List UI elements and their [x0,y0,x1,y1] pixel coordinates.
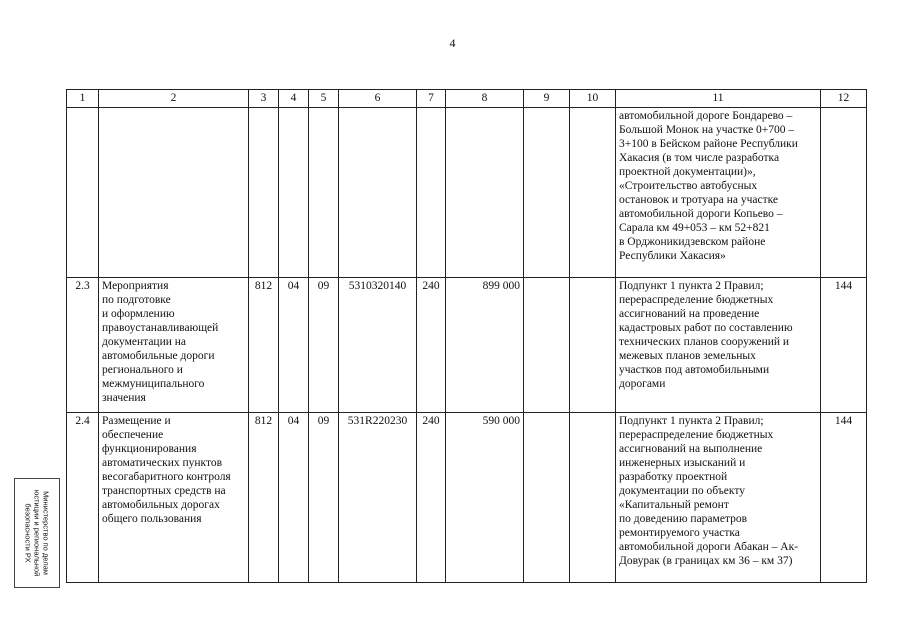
basis-text-line: межевых планов земельных [619,350,756,362]
cell-target-code: 5310320140 [339,278,417,413]
basis-text-line: «Строительство автобусных [619,180,758,192]
column-header: 11 [616,90,821,108]
basis-text-line: документации по объекту [619,485,745,497]
row-number: 2.3 [67,278,99,413]
basis-text-line: автомобильной дороги Абакан – Ак- [619,541,799,553]
basis-text-line: в Орджоникидзевском районе [619,236,766,248]
measure-name-line: Размещение и [102,415,171,427]
basis-text-line: автомобильной дороги Копьево – [619,208,783,220]
basis-text-line: разработку проектной [619,471,728,483]
basis-text-line: ассигнований на проведение [619,308,760,320]
basis-text-line: кадастровых работ по составлению [619,322,793,334]
basis-text-line: по доведению параметров [619,513,748,525]
measure-name-line: автомобильных дорогах [102,499,220,511]
cell-col-10 [570,108,616,278]
row-number: 2.4 [67,413,99,583]
basis-text-line: остановок и тротуара на участке [619,194,779,206]
basis-text [616,413,821,583]
measure-name-line: функционирования [102,443,197,455]
cell-code-3: 812 [249,278,279,413]
column-header: 9 [524,90,570,108]
basis-text-line: перераспределение бюджетных [619,429,774,441]
measure-name [99,108,249,278]
measure-name-line: Мероприятия [102,280,169,292]
cell-code-5: 09 [309,278,339,413]
basis-text-line: 3+100 в Бейском районе Республики [619,138,798,150]
cell-expense-code: 240 [417,413,446,583]
basis-text-line: участков под автомобильными [619,364,770,376]
cell-target-code: 531R220230 [339,413,417,583]
basis-text-line: Большой Монок на участке 0+700 – [619,124,795,136]
measure-name-line: обеспечение [102,429,164,441]
basis-text-line: Хакасия (в том числе разработка [619,152,780,164]
measure-name-line: по подготовке [102,294,171,306]
ministry-stamp [14,478,60,588]
budget-table [66,89,867,583]
basis-text-line: ассигнований на выполнение [619,443,763,455]
stamp-line: безопасности РХ [23,503,33,563]
column-header: 6 [339,90,417,108]
cell-amount: 590 000 [446,413,524,583]
column-header: 4 [279,90,309,108]
measure-name-line: автоматических пунктов [102,457,223,469]
column-header: 5 [309,90,339,108]
basis-text [616,108,821,278]
header-row [67,90,867,108]
cell-code-4 [279,108,309,278]
table-row [67,413,867,583]
measure-name-line: документации на [102,336,187,348]
cell-col-12: 144 [821,413,867,583]
column-header: 8 [446,90,524,108]
basis-text-line: технических планов сооружений и [619,336,790,348]
measure-name-line: значения [102,392,146,404]
measure-name-line: регионального и [102,364,183,376]
row-number [67,108,99,278]
stamp-text [24,480,51,586]
measure-name-line: автомобильные дороги [102,350,215,362]
column-header: 7 [417,90,446,108]
cell-target-code [339,108,417,278]
stamp-line: юстиции и региональной [32,489,42,577]
cell-col-9 [524,413,570,583]
cell-col-9 [524,278,570,413]
column-header: 1 [67,90,99,108]
cell-amount: 899 000 [446,278,524,413]
basis-text-line: инженерных изысканий и [619,457,746,469]
cell-col-9 [524,108,570,278]
measure-name-line: транспортных средств на [102,485,226,497]
column-header: 2 [99,90,249,108]
cell-code-3 [249,108,279,278]
cell-col-10 [570,278,616,413]
cell-code-4: 04 [279,278,309,413]
cell-col-10 [570,413,616,583]
table-row [67,108,867,278]
column-header: 12 [821,90,867,108]
stamp-line: Министерство по делам [41,491,51,575]
cell-amount [446,108,524,278]
basis-text-line: Подпункт 1 пункта 2 Правил; [619,280,764,292]
cell-code-4: 04 [279,413,309,583]
measure-name-line: общего пользования [102,513,202,525]
basis-text-line: автомобильной дороге Бондарево – [619,110,793,122]
measure-name-line: и оформлению [102,308,175,320]
cell-code-5 [309,108,339,278]
measure-name [99,278,249,413]
measure-name [99,413,249,583]
basis-text-line: дорогами [619,378,666,390]
cell-code-3: 812 [249,413,279,583]
cell-col-12: 144 [821,278,867,413]
basis-text-line: Республики Хакасия» [619,250,726,262]
measure-name-line: межмуниципального [102,378,205,390]
basis-text-line: ремонтируемого участка [619,527,740,539]
cell-col-12 [821,108,867,278]
table-row [67,278,867,413]
cell-expense-code [417,108,446,278]
page-number: 4 [449,36,456,50]
column-header: 3 [249,90,279,108]
column-header: 10 [570,90,616,108]
measure-name-line: весогабаритного контроля [102,471,231,483]
cell-code-5: 09 [309,413,339,583]
cell-expense-code: 240 [417,278,446,413]
basis-text-line: проектной документации)», [619,166,756,178]
basis-text-line: Подпункт 1 пункта 2 Правил; [619,415,764,427]
basis-text-line: Сарала км 49+053 – км 52+821 [619,222,770,234]
basis-text-line: «Капитальный ремонт [619,499,729,511]
measure-name-line: правоустанавливающей [102,322,219,334]
basis-text-line: перераспределение бюджетных [619,294,774,306]
basis-text-line: Довурак (в границах км 36 – км 37) [619,555,793,567]
basis-text [616,278,821,413]
